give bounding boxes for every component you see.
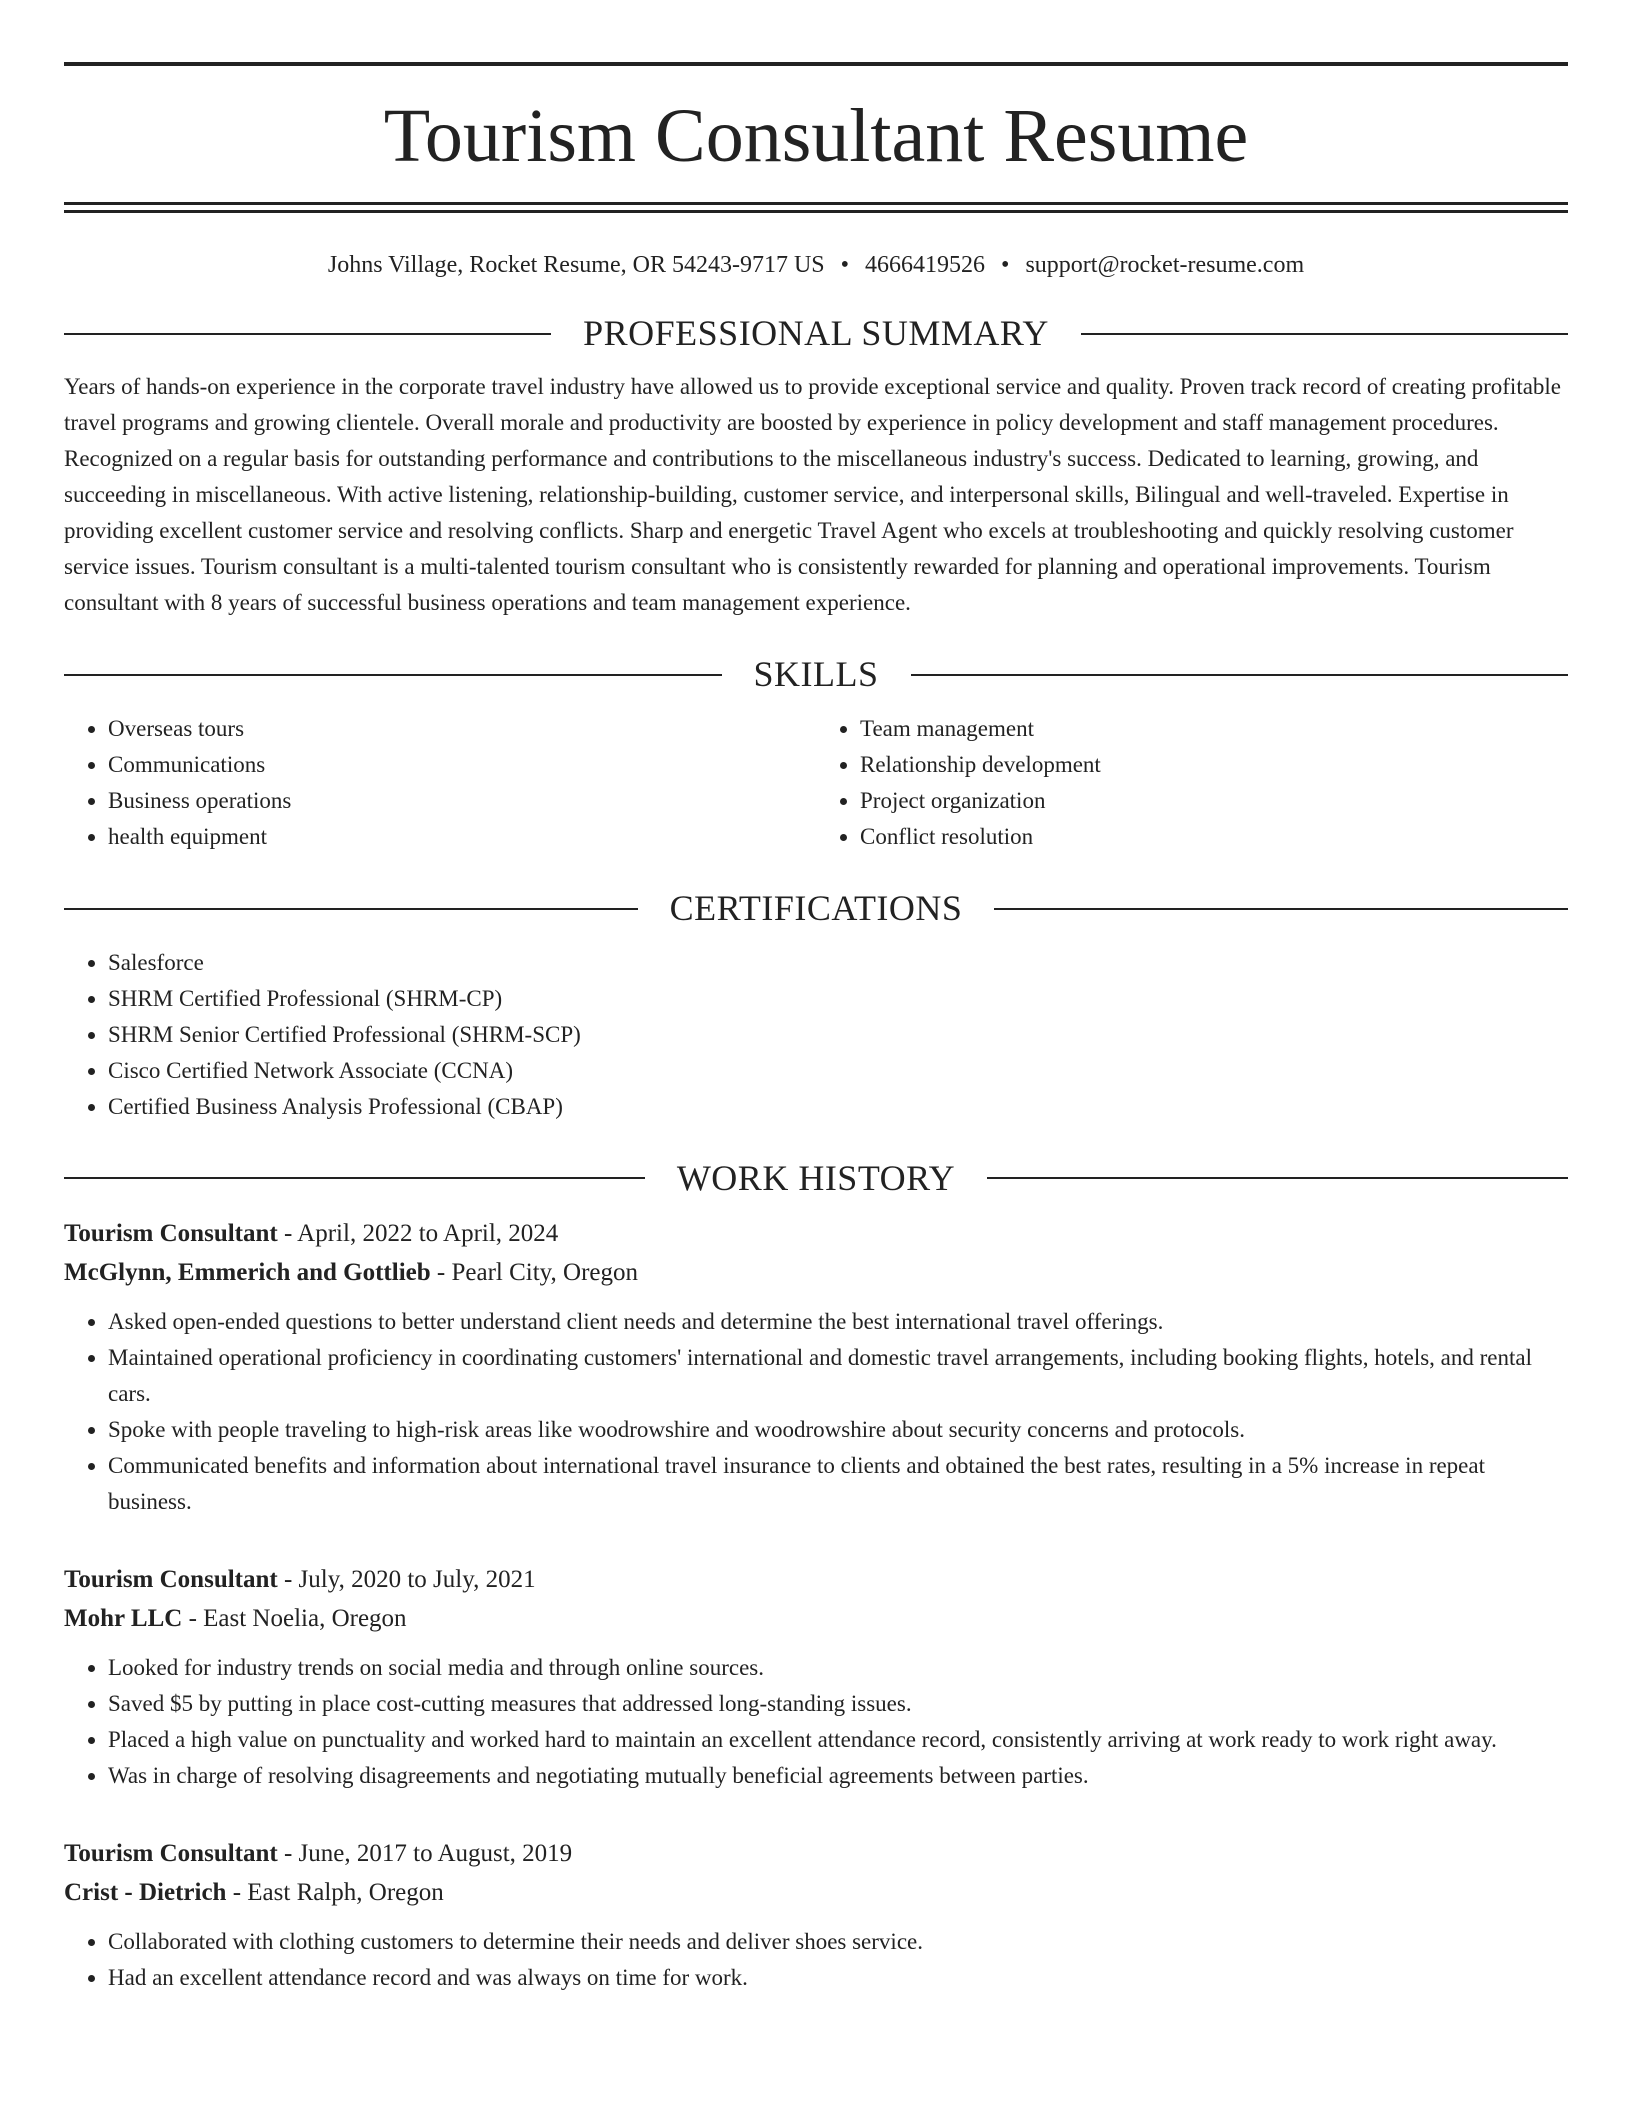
job-entry [64, 1214, 1568, 1520]
job-bullet: • Collaborated with clothing customers to determine their needs and deliver shoes service. [108, 1924, 1568, 1960]
divider [64, 908, 638, 910]
section-header-certifications [64, 889, 1568, 929]
skill-item: • Relationship development [860, 747, 1568, 783]
divider [994, 908, 1568, 910]
section-title-summary: PROFESSIONAL SUMMARY [583, 312, 1049, 353]
job-title: Tourism Consultant [64, 1220, 278, 1248]
skill-item: • Team management [860, 711, 1568, 747]
job-title-line [64, 1560, 1568, 1599]
top-rule [64, 62, 1568, 66]
contact-line [64, 251, 1568, 280]
divider [64, 674, 722, 676]
job-bullet: • Was in charge of resolving disagreements and negotiating mutually beneficial agreements between parties. [108, 1758, 1568, 1794]
certifications-list [64, 945, 1568, 1125]
skill-item: • Overseas tours [108, 711, 816, 747]
contact-address: Johns Village, Rocket Resume, OR 54243-9717 US [327, 252, 825, 278]
job-company: Mohr LLC [64, 1605, 183, 1633]
job-location: - Pearl City, Oregon [430, 1259, 639, 1287]
certification-item: • Cisco Certified Network Associate (CCNA) [108, 1053, 1568, 1089]
certification-item: • SHRM Senior Certified Professional (SHRM-SCP) [108, 1017, 1568, 1053]
divider [64, 333, 551, 335]
skill-item: • Conflict resolution [860, 819, 1568, 855]
section-title-work-history: WORK HISTORY [676, 1157, 956, 1198]
section-header-summary [64, 314, 1568, 354]
job-location: - East Noelia, Oregon [182, 1605, 407, 1633]
job-company-line [64, 1599, 1568, 1638]
section-title-skills: SKILLS [753, 654, 879, 695]
job-title: Tourism Consultant [64, 1566, 278, 1594]
skill-item: • Business operations [108, 783, 816, 819]
skill-item: • Project organization [860, 783, 1568, 819]
certification-item: • Certified Business Analysis Professional (CBAP) [108, 1089, 1568, 1125]
job-entry [64, 1834, 1568, 1996]
job-bullets [64, 1304, 1568, 1520]
job-bullet: • Saved $5 by putting in place cost-cutting measures that addressed long-standing issues. [108, 1686, 1568, 1722]
section-header-skills [64, 655, 1568, 695]
job-bullet: • Communicated benefits and information about international travel insurance to clients and obtained the best rates, resulting in a 5% increase in repeat business. [108, 1448, 1568, 1520]
contact-email[interactable]: support@rocket-resume.com [1025, 252, 1305, 278]
contact-separator: • [1001, 252, 1010, 278]
job-bullets [64, 1924, 1568, 1996]
divider [1081, 333, 1568, 335]
job-title-line [64, 1834, 1568, 1873]
resume-title: Tourism Consultant Resume [383, 94, 1249, 178]
summary-text: Years of hands-on experience in the corporate travel industry have allowed us to provide exceptional service and quality. Proven track record of creating profitable travel programs and growing clientele. Overall morale and productivity are boosted by experience in policy development and staff management procedures. Recognized on a regular basis for outstanding performance and contributions to the miscellaneous industry's success. Dedicated to learning, growing, and succeeding in miscellaneous. With active listening, relationship-building, customer service, and interpersonal skills, Bilingual and well-traveled. Expertise in providing excellent customer service and resolving conflicts. Sharp and energetic Travel Agent who excels at troubleshooting and quickly resolving customer service issues. Tourism consultant is a multi-talented tourism consultant who is consistently rewarded for planning and operational improvements. Tourism consultant with 8 years of successful business operations and team management experience. [64, 374, 1562, 616]
divider [987, 1177, 1568, 1179]
resume-page [64, 0, 1568, 1996]
job-dates: - April, 2022 to April, 2024 [277, 1220, 559, 1248]
job-bullet: • Looked for industry trends on social media and through online sources. [108, 1650, 1568, 1686]
skills-list [64, 711, 1568, 855]
divider [911, 674, 1569, 676]
job-location: - East Ralph, Oregon [226, 1879, 444, 1907]
contact-phone: 4666419526 [865, 252, 986, 278]
job-bullets [64, 1650, 1568, 1794]
section-title-certifications: CERTIFICATIONS [669, 887, 963, 928]
job-bullet: • Spoke with people traveling to high-risk areas like woodrowshire and woodrowshire about security concerns and protocols. [108, 1412, 1568, 1448]
job-entry [64, 1560, 1568, 1794]
divider [64, 1177, 645, 1179]
skill-item: • health equipment [108, 819, 816, 855]
job-bullet: • Had an excellent attendance record and was always on time for work. [108, 1960, 1568, 1996]
job-company: Crist - Dietrich [64, 1879, 227, 1907]
job-bullet: • Placed a high value on punctuality and worked hard to maintain an excellent attendance record, consistently arriving at work ready to work right away. [108, 1722, 1568, 1758]
job-dates: - July, 2020 to July, 2021 [277, 1566, 536, 1594]
title-double-rule [64, 202, 1568, 213]
certification-item: • Salesforce [108, 945, 1568, 981]
certification-item: • SHRM Certified Professional (SHRM-CP) [108, 981, 1568, 1017]
job-dates: - June, 2017 to August, 2019 [277, 1840, 573, 1868]
job-company-line [64, 1253, 1568, 1292]
job-title-line [64, 1214, 1568, 1253]
job-title: Tourism Consultant [64, 1840, 278, 1868]
job-company-line [64, 1873, 1568, 1912]
skill-item: • Communications [108, 747, 816, 783]
job-company: McGlynn, Emmerich and Gottlieb [64, 1259, 431, 1287]
job-bullet: • Asked open-ended questions to better understand client needs and determine the best international travel offerings. [108, 1304, 1568, 1340]
skills-column-right [816, 711, 1568, 855]
contact-separator: • [840, 252, 850, 278]
skills-column-left [64, 711, 816, 855]
section-header-work-history [64, 1159, 1568, 1199]
job-bullet: • Maintained operational proficiency in coordinating customers' international and domestic travel arrangements, including booking flights, hotels, and rental cars. [108, 1340, 1568, 1412]
